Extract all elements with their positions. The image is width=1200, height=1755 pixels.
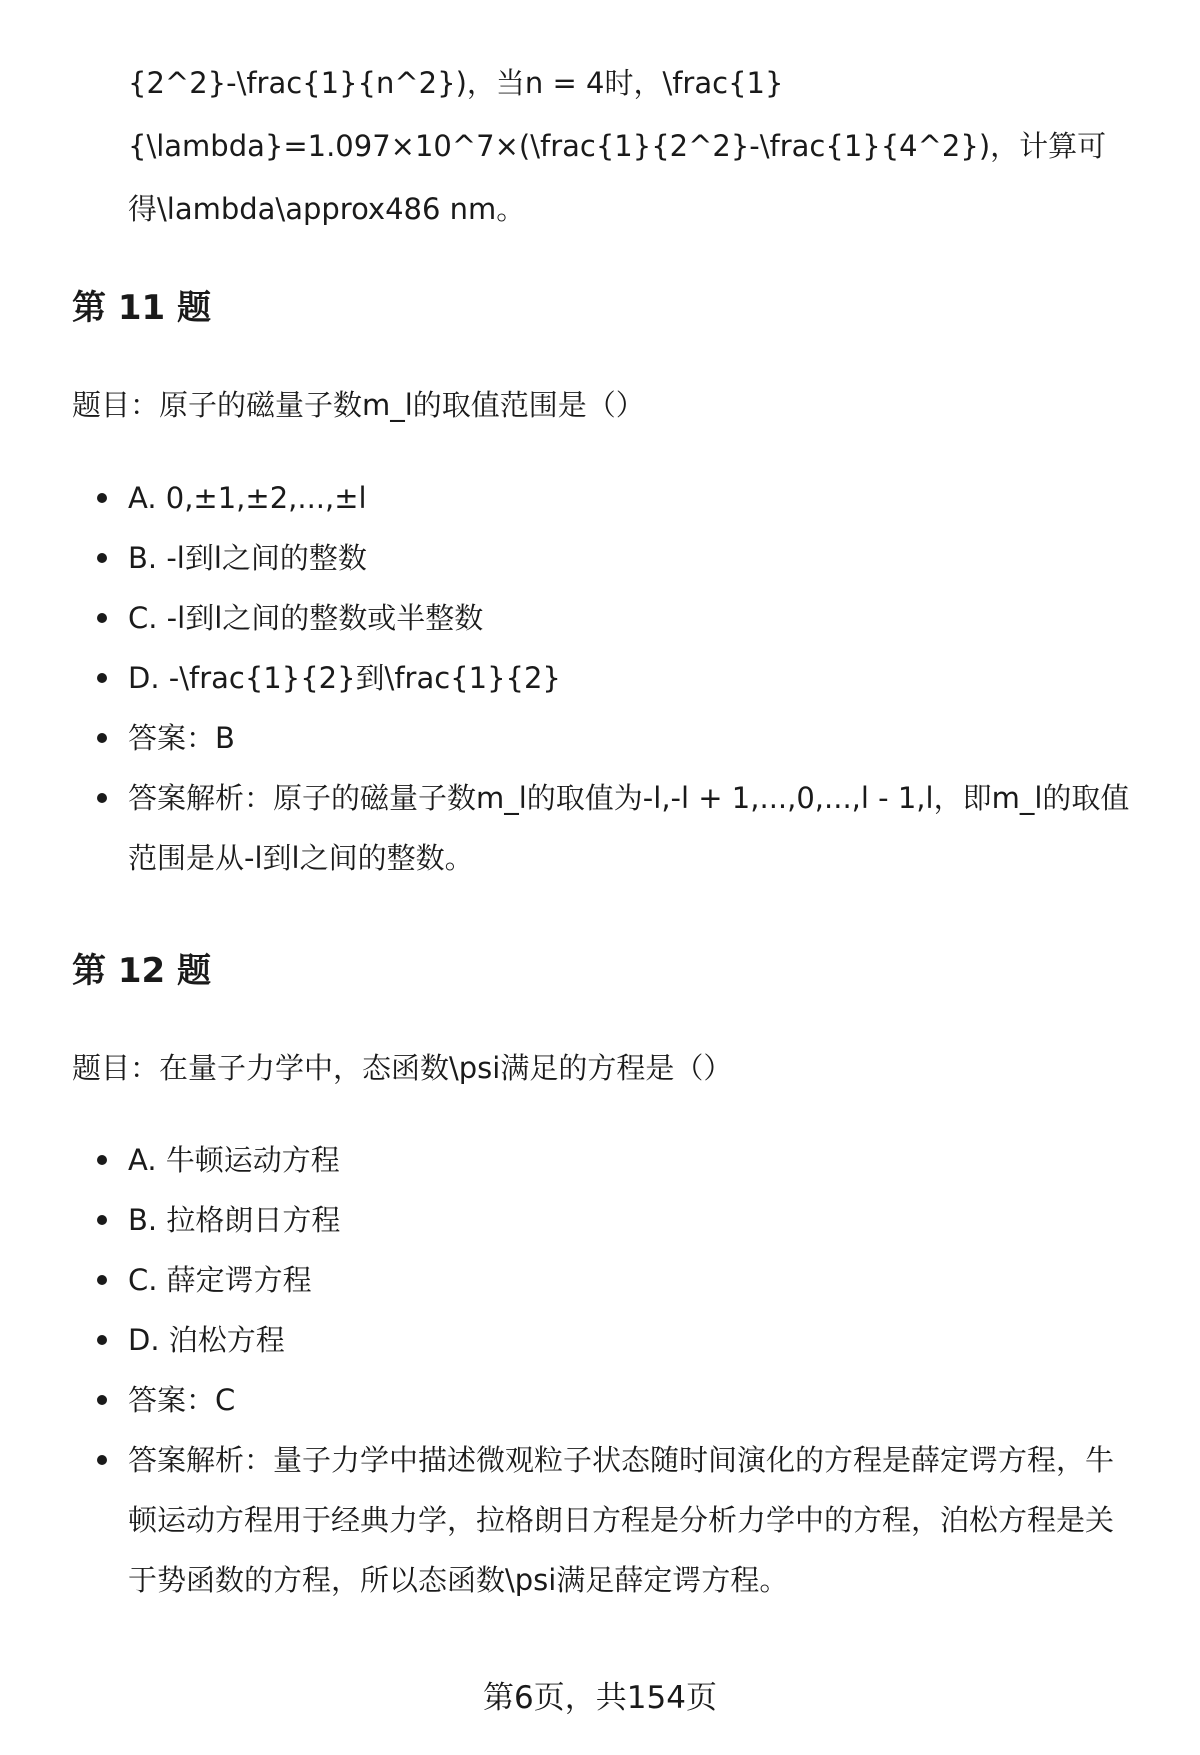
question-11-options (0, 468, 1200, 888)
bullet-dot (97, 1215, 107, 1225)
option-c: C. -l到l之间的整数或半整数 (0, 588, 1200, 648)
continuation-line: {2^2}-\frac{1}{n^2})，当n = 4时，\frac{1} (128, 66, 784, 100)
bullet-dot (97, 733, 107, 743)
answer: 答案：B (0, 708, 1200, 768)
continuation-line: 得\lambda\approx486 nm。 (128, 192, 526, 226)
option-b: B. -l到l之间的整数 (0, 528, 1200, 588)
bullet-dot (97, 1335, 107, 1345)
question-12-stem: 题目：在量子力学中，态函数\psi满足的方程是（） (72, 1051, 733, 1085)
answer-explanation: 答案解析：原子的磁量子数m_l的取值为-l,-l + 1,...,0,...,l - 1,l，即m_l的取值范围是从-l到l之间的整数。 (0, 768, 1200, 888)
answer: 答案：C (0, 1370, 1200, 1430)
option-a: A. 牛顿运动方程 (0, 1130, 1200, 1190)
bullet-dot (97, 1155, 107, 1165)
question-11-stem: 题目：原子的磁量子数m_l的取值范围是（） (72, 388, 645, 422)
bullet-dot (97, 493, 107, 503)
option-c: C. 薛定谔方程 (0, 1250, 1200, 1310)
answer-explanation: 答案解析：量子力学中描述微观粒子状态随时间演化的方程是薛定谔方程，牛顿运动方程用于经典力学，拉格朗日方程是分析力学中的方程，泊松方程是关于势函数的方程，所以态函数\psi满足薛定谔方程。 (0, 1430, 1200, 1610)
bullet-dot (97, 1455, 107, 1465)
page-number: 第6页，共154页 (483, 1680, 717, 1716)
question-12-heading: 第 12 题 (72, 951, 211, 991)
question-11-heading: 第 11 题 (72, 288, 211, 328)
option-d: D. -\frac{1}{2}到\frac{1}{2} (0, 648, 1200, 708)
bullet-dot (97, 673, 107, 683)
bullet-dot (97, 793, 107, 803)
bullet-dot (97, 1395, 107, 1405)
continuation-line: {\lambda}=1.097×10^7×(\frac{1}{2^2}-\frac{1}{4^2})，计算可 (128, 129, 1107, 163)
bullet-dot (97, 613, 107, 623)
previous-explanation-continuation (128, 52, 1138, 241)
option-b: B. 拉格朗日方程 (0, 1190, 1200, 1250)
bullet-dot (97, 553, 107, 563)
bullet-dot (97, 1275, 107, 1285)
question-12-options (0, 1130, 1200, 1610)
option-d: D. 泊松方程 (0, 1310, 1200, 1370)
option-a: A. 0,±1,±2,...,±l (0, 468, 1200, 528)
